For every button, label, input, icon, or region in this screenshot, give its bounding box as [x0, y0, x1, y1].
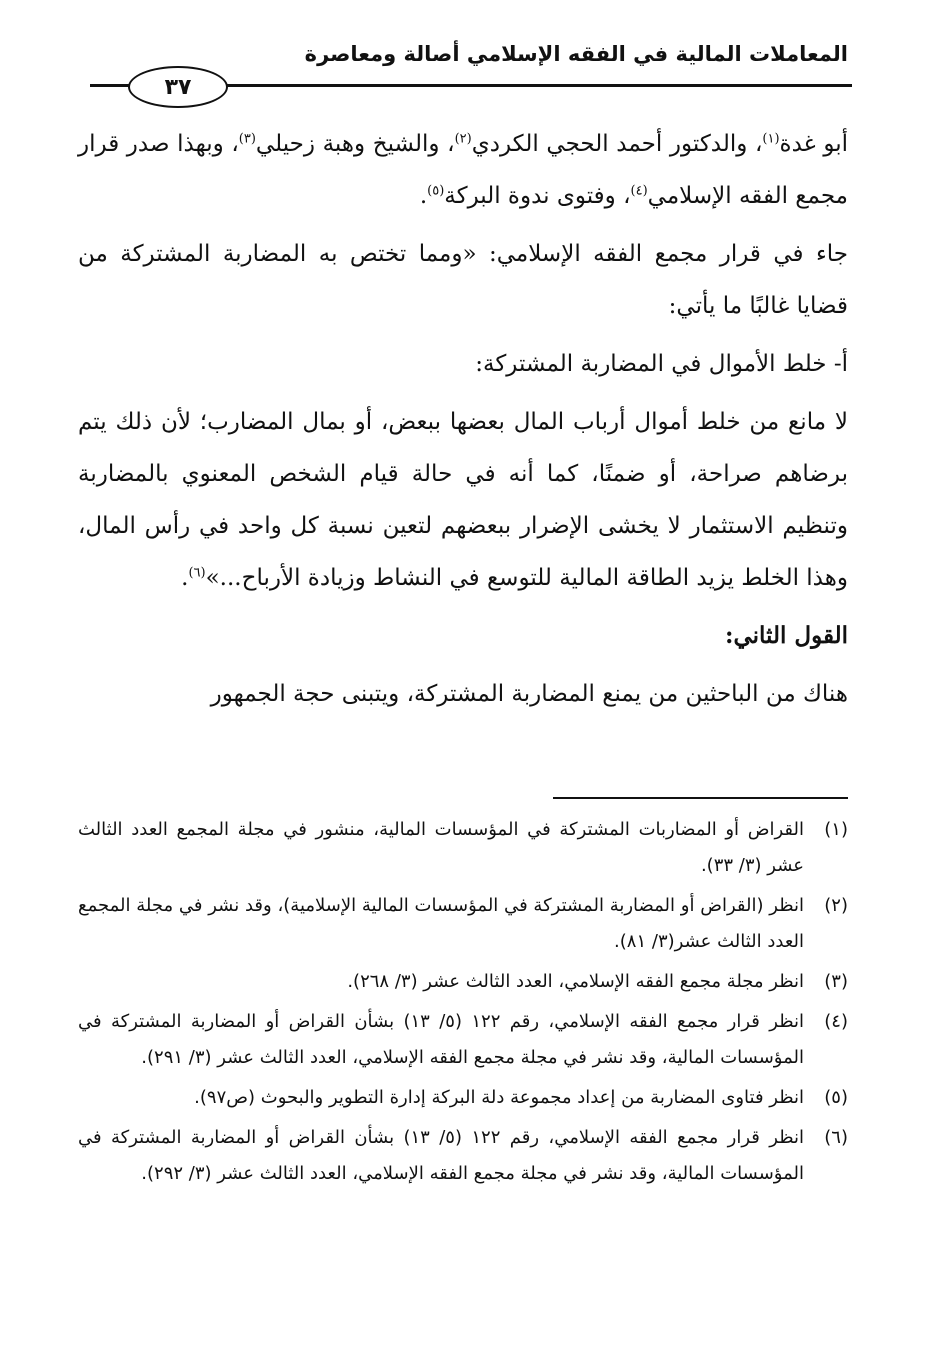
- footnote-number: (٢): [824, 895, 848, 916]
- paragraph-1-text-4: ، وبهذا صدر قرار مجمع الفقه الإسلامي: [78, 131, 848, 209]
- footnote-separator: [553, 797, 848, 799]
- footnote-number: (١): [824, 819, 848, 840]
- footnote-ref-3[interactable]: (٣): [238, 131, 256, 147]
- footnote-3: [78, 964, 848, 1000]
- paragraph-2: جاء في قرار مجمع الفقه الإسلامي: «ومما تختص به المضاربة المشتركة من قضايا غالبًا ما يأتي:: [78, 241, 848, 319]
- footnote-number: (٥): [824, 1087, 848, 1108]
- footnote-text: انظر قرار مجمع الفقه الإسلامي، رقم ١٢٢ (٥/ ١٣) بشأن القراض أو المضاربة المشتركة في المؤسسات المالية، وقد نشر في مجلة مجمع الفقه الإسلامي، العدد الثالث عشر (٣/ ٢٩٢).: [78, 1127, 804, 1184]
- paragraph-6: هناك من الباحثين من يمنع المضاربة المشتركة، ويتبنى حجة الجمهور: [210, 681, 848, 707]
- paragraph-1-text-5: ، وفتوى ندوة البركة: [444, 183, 631, 209]
- running-header-title: المعاملات المالية في الفقه الإسلامي أصالة ومعاصرة: [304, 42, 848, 66]
- heading-second-opinion: القول الثاني:: [724, 622, 848, 649]
- footnotes: [78, 812, 848, 1196]
- footnote-2: [78, 888, 848, 960]
- footnote-text: انظر قرار مجمع الفقه الإسلامي، رقم ١٢٢ (٥/ ١٣) بشأن القراض أو المضاربة المشتركة في المؤسسات المالية، وقد نشر في مجلة مجمع الفقه الإسلامي، العدد الثالث عشر (٣/ ٢٩١).: [78, 1011, 804, 1068]
- paragraph-4-text-2: .: [181, 565, 189, 591]
- footnote-number: (٣): [824, 971, 848, 992]
- main-text: [78, 118, 848, 726]
- paragraph-1-text-2: ، والدكتور أحمد الحجي الكردي: [471, 131, 763, 157]
- footnote-1: [78, 812, 848, 884]
- paragraph-1: [78, 118, 848, 222]
- paragraph-4-text-1: لا مانع من خلط أموال أرباب المال بعضها ببعض، أو بمال المضارب؛ لأن ذلك يتم برضاهم صراحة، أو ضمنًا، كما أنه في حالة قيام الشخص المعنوي بالمضاربة وتنظيم الاستثمار لا يخشى الإضرار ببعضهم لتعين نسبة كل واحد في رأس المال، وهذا الخلط يزيد الطاقة المالية للتوسع في النشاط وزيادة الأرباح...»: [78, 409, 848, 591]
- footnote-ref-4[interactable]: (٤): [630, 183, 648, 199]
- footnote-text: انظر مجلة مجمع الفقه الإسلامي، العدد الثالث عشر (٣/ ٢٦٨).: [347, 971, 804, 992]
- footnote-ref-6[interactable]: (٦): [188, 565, 206, 581]
- footnote-4: [78, 1004, 848, 1076]
- footnote-5: [78, 1080, 848, 1116]
- paragraph-1-text-1: أبو غدة: [779, 131, 848, 157]
- footnote-ref-5[interactable]: (٥): [427, 183, 445, 199]
- footnote-number: (٤): [824, 1011, 848, 1032]
- footnote-ref-2[interactable]: (٢): [454, 131, 472, 147]
- footnote-text: انظر فتاوى المضاربة من إعداد مجموعة دلة البركة إدارة التطوير والبحوث (ص٩٧).: [194, 1087, 804, 1108]
- footnote-number: (٦): [824, 1127, 848, 1148]
- paragraph-1-text-3: ، والشيخ وهبة زحيلي: [255, 131, 455, 157]
- footnote-text: انظر (القراض أو المضاربة المشتركة في المؤسسات المالية الإسلامية)، وقد نشر في مجلة المجمع العدد الثالث عشر(٣/ ٨١).: [78, 895, 804, 952]
- footnote-6: [78, 1120, 848, 1192]
- paragraph-4: [78, 396, 848, 604]
- paragraph-1-text-6: .: [419, 183, 428, 209]
- subheading-mixing-funds: أ- خلط الأموال في المضاربة المشتركة:: [475, 351, 848, 377]
- footnote-text: القراض أو المضاربات المشتركة في المؤسسات المالية، منشور في مجلة المجمع العدد الثالث عشر (٣/ ٣٣).: [78, 819, 804, 876]
- page-number-oval: [128, 66, 228, 108]
- footnote-ref-1[interactable]: (١): [762, 131, 780, 147]
- page-number: ٣٧: [164, 74, 192, 100]
